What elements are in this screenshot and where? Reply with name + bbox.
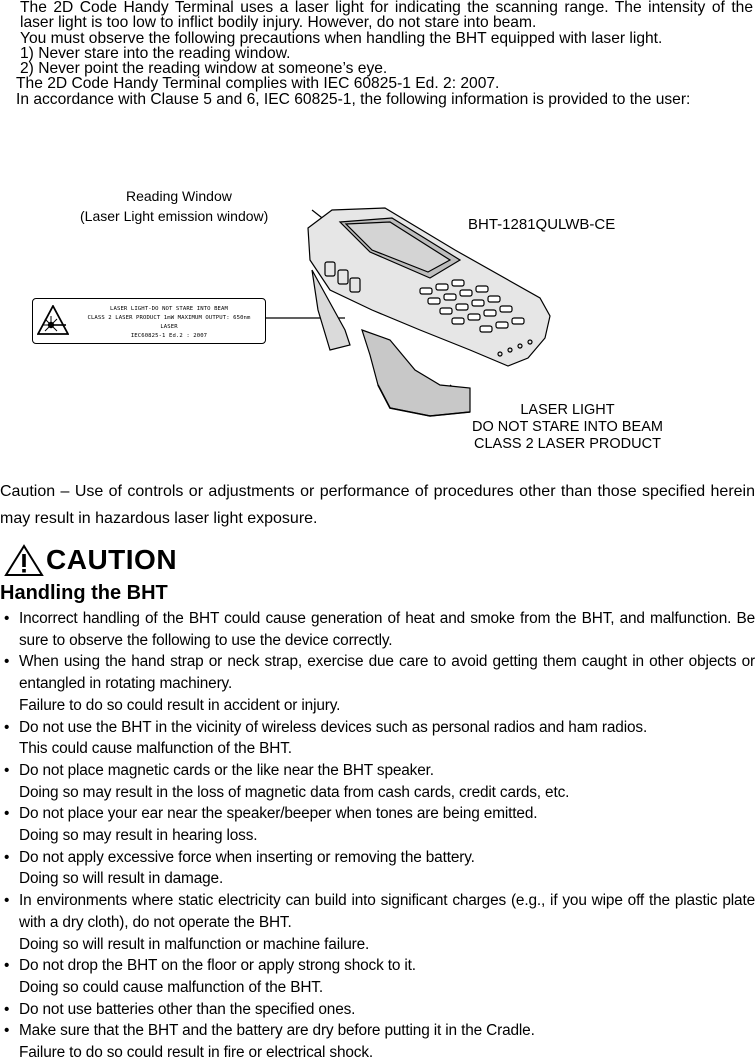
intro-section bbox=[18, 0, 753, 107]
handling-list bbox=[0, 608, 755, 1064]
list-item: • Incorrect handling of the BHT could cause generation of heat and smoke from the BHT, and malfunction. Be sure to observe the following to use the device correctly. bbox=[4, 610, 755, 649]
intro-paragraph: The 2D Code Handy Terminal uses a laser light for indicating the scanning range. The intensity of the laser light is too low to inflict bodily injury. However, do not stare into beam. bbox=[20, 0, 753, 32]
model-label: BHT-1281QULWB-CE bbox=[468, 216, 616, 233]
list-item: • Do not use batteries other than the specified ones. bbox=[4, 1000, 356, 1018]
list-item: • Do not place magnetic cards or the like near the BHT speaker. Doing so may result in the loss of magnetic data from cash cards, credit cards, etc. bbox=[4, 761, 570, 801]
list-item: • Make sure that the BHT and the battery are dry before putting it in the Cradle. Failure to do so could result in fire or electrical shock. bbox=[4, 1022, 535, 1062]
list-item: • When using the hand strap or neck strap, exercise due care to avoid getting them caught in other objects or entangled in rotating machinery. Failure to do so could result in accident or injury. bbox=[4, 653, 755, 714]
reading-window-sublabel: (Laser Light emission window) bbox=[80, 208, 269, 224]
warning-triangle-icon bbox=[2, 544, 46, 576]
caution-word: CAUTION bbox=[46, 544, 178, 575]
section-title: Handling the BHT bbox=[0, 582, 168, 604]
list-item: • Do not apply excessive force when inserting or removing the battery. Doing so will result in damage. bbox=[4, 848, 475, 888]
warning-line: CLASS 2 LASER PRODUCT bbox=[474, 436, 661, 452]
label-line: LASER LIGHT-DO NOT STARE INTO BEAM bbox=[110, 306, 228, 312]
reading-window-label: Reading Window bbox=[126, 188, 232, 204]
laser-warning-text bbox=[460, 402, 675, 453]
warning-line: DO NOT STARE INTO BEAM bbox=[472, 419, 663, 435]
intro-paragraph: In accordance with Clause 5 and 6, IEC 60825-1, the following information is provided to the user: bbox=[16, 90, 691, 108]
label-line: CLASS 2 LASER PRODUCT 1mW MAXIMUM OUTPUT: 650nm LASER bbox=[87, 315, 251, 330]
laser-warning-label bbox=[32, 298, 266, 344]
intro-paragraph: The 2D Code Handy Terminal complies with IEC 60825-1 Ed. 2: 2007. bbox=[16, 75, 500, 93]
list-item: • Do not place your ear near the speaker/beeper when tones are being emitted. Doing so may result in hearing loss. bbox=[4, 805, 538, 845]
list-item: • Do not drop the BHT on the floor or apply strong shock to it. Doing so could cause malfunction of the BHT. bbox=[4, 957, 416, 996]
intro-list-item: 2) Never point the reading window at someone’s eye. bbox=[20, 60, 388, 78]
laser-warning-icon bbox=[37, 305, 69, 335]
list-item: • In environments where static electricity can build into significant charges (e.g., if you wipe off the plastic plate with a dry cloth), do not operate the BHT. Doing so will result in malfunction or machine failure. bbox=[4, 892, 755, 953]
intro-list-item: 1) Never stare into the reading window. bbox=[20, 44, 291, 62]
label-line: IEC60825-1 Ed.2 : 2007 bbox=[130, 333, 208, 339]
intro-paragraph: You must observe the following precautions when handling the BHT equipped with laser light. bbox=[20, 29, 663, 47]
caution-statement: Caution – Use of controls or adjustments or performance of procedures other than those specified herein may result in hazardous laser light exposure. bbox=[0, 483, 755, 527]
warning-line: LASER LIGHT bbox=[520, 402, 615, 418]
list-item: • Do not use the BHT in the vicinity of wireless devices such as personal radios and ham radios. This could cause malfunction of the BHT. bbox=[4, 718, 648, 758]
